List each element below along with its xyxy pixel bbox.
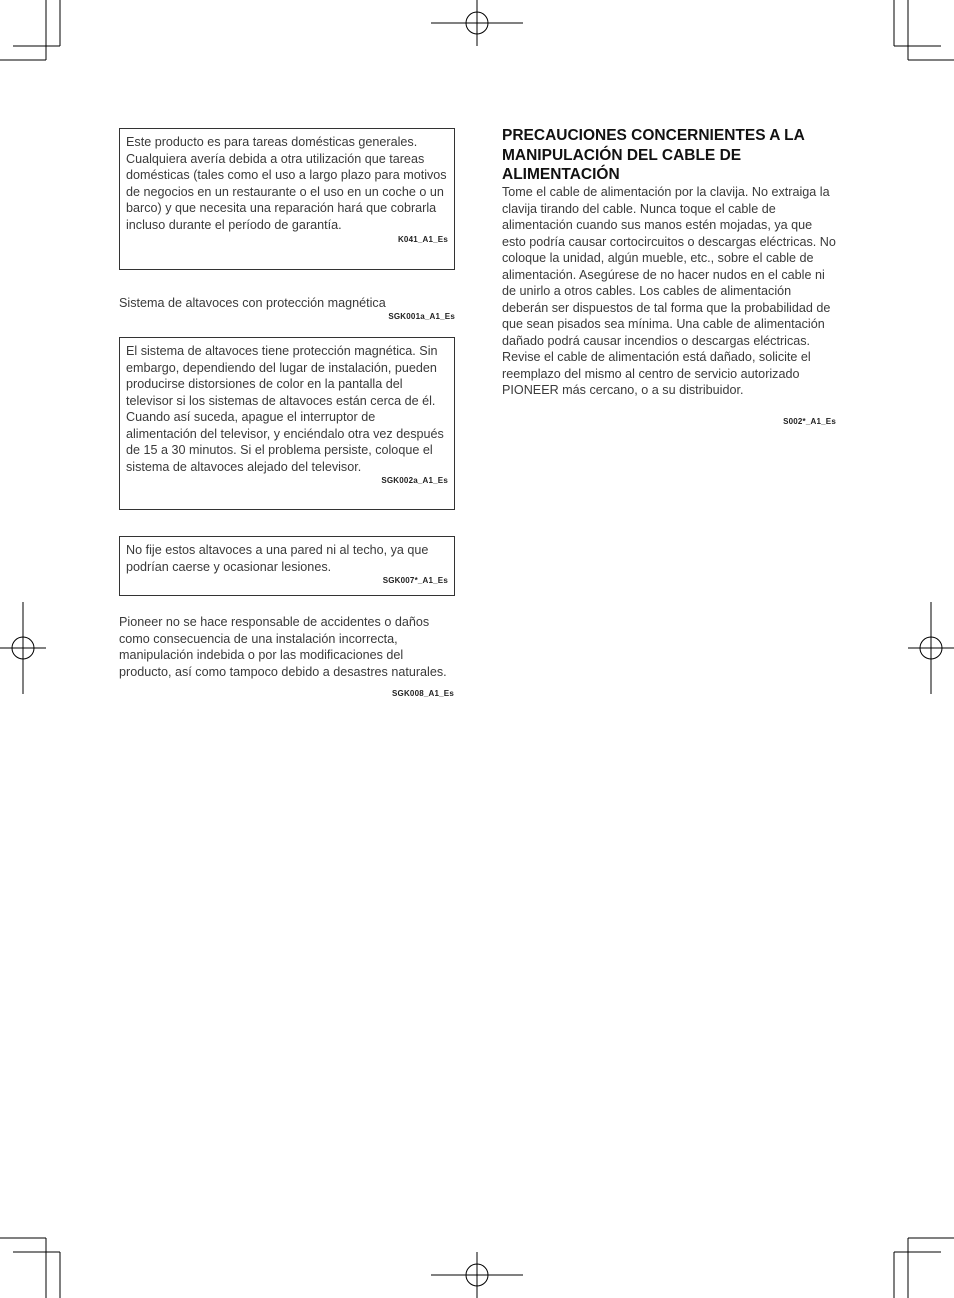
magnetic-protection-box bbox=[119, 337, 455, 510]
magnetic-protection-box-code: SGK002a_A1_Es bbox=[381, 476, 448, 485]
mounting-warning-text: No fije estos altavoces a una pared ni al techo, ya que podrían caerse y ocasionar lesiones. bbox=[126, 543, 429, 574]
power-cord-precautions-code: S002*_A1_Es bbox=[783, 417, 836, 426]
warranty-notice-code: K041_A1_Es bbox=[397, 235, 448, 244]
mounting-warning-code: SGK007*_A1_Es bbox=[382, 576, 448, 585]
registration-mark-right bbox=[908, 602, 954, 694]
registration-mark-top bbox=[431, 0, 523, 46]
registration-mark-bottom bbox=[431, 1252, 523, 1298]
magnetic-protection-code: SGK001a_A1_Es bbox=[388, 312, 455, 321]
magnetic-protection-text: El sistema de altavoces tiene protección magnética. Sin embargo, dependiendo del lugar de instalación, pueden producirse distorsiones de color en la pantalla del televisor si los sistemas de altavoces están cerca de él. Cuando así suceda, apague el interruptor de alimentación del televisor, y enciéndalo otra vez después de 15 a 30 minutos. Si el problema persiste, coloque el sistema de altavoces alejado del televisor. bbox=[126, 344, 444, 474]
registration-mark-left bbox=[0, 602, 46, 694]
warranty-notice-text: Este producto es para tareas domésticas generales. Cualquiera avería debida a otra utilización que tareas domésticas (tales como el uso a largo plazo para motivos de negocios en un restaurante o el uso en un coche o un barco) y que necesita una reparación hará que cobrarla incluso durante el período de garantía. bbox=[126, 135, 447, 232]
magnetic-protection-heading: Sistema de altavoces con protección magnética bbox=[119, 296, 386, 310]
crop-mark-bottom-right bbox=[894, 1238, 954, 1298]
power-cord-precautions-text: Tome el cable de alimentación por la clavija. No extraiga la clavija tirando del cable. Nunca toque el cable de alimentación cuando sus manos estén mojadas, ya que esto podría causar cortocircuitos o descargas eléctricas. No coloque la unidad, algún mueble, etc., sobre el cable de alimentación. Asegúrese de no hacer nudos en el cable ni de unirlo a otros cables. Los cables de alimentación deberán ser dispuestos de tal forma que la probabilidad de que sean pisados sea mínima. Una cable de alimentación dañado podrá causar incendios o descargas eléctricas. Revise el cable de alimentación está dañado, solicite el reemplazo del mismo al centro de servicio autorizado PIONEER más cercano, o a su distribuidor. bbox=[502, 185, 836, 397]
disclaimer-code: SGK008_A1_Es bbox=[392, 689, 454, 698]
disclaimer-text: Pioneer no se hace responsable de accidentes o daños como consecuencia de una instalación incorrecta, manipulación indebida o por las modificaciones del producto, así como tampoco debido a desastres naturales. bbox=[119, 615, 447, 679]
disclaimer-block bbox=[119, 614, 455, 698]
crop-mark-top-right bbox=[894, 0, 954, 60]
crop-mark-top-left bbox=[0, 0, 60, 60]
warranty-notice-box bbox=[119, 128, 455, 270]
crop-mark-bottom-left bbox=[0, 1238, 60, 1298]
mounting-warning-box bbox=[119, 536, 455, 596]
power-cord-precautions-title: PRECAUCIONES CONCERNIENTES A LA MANIPULACIÓN DEL CABLE DE ALIMENTACIÓN bbox=[502, 127, 805, 183]
